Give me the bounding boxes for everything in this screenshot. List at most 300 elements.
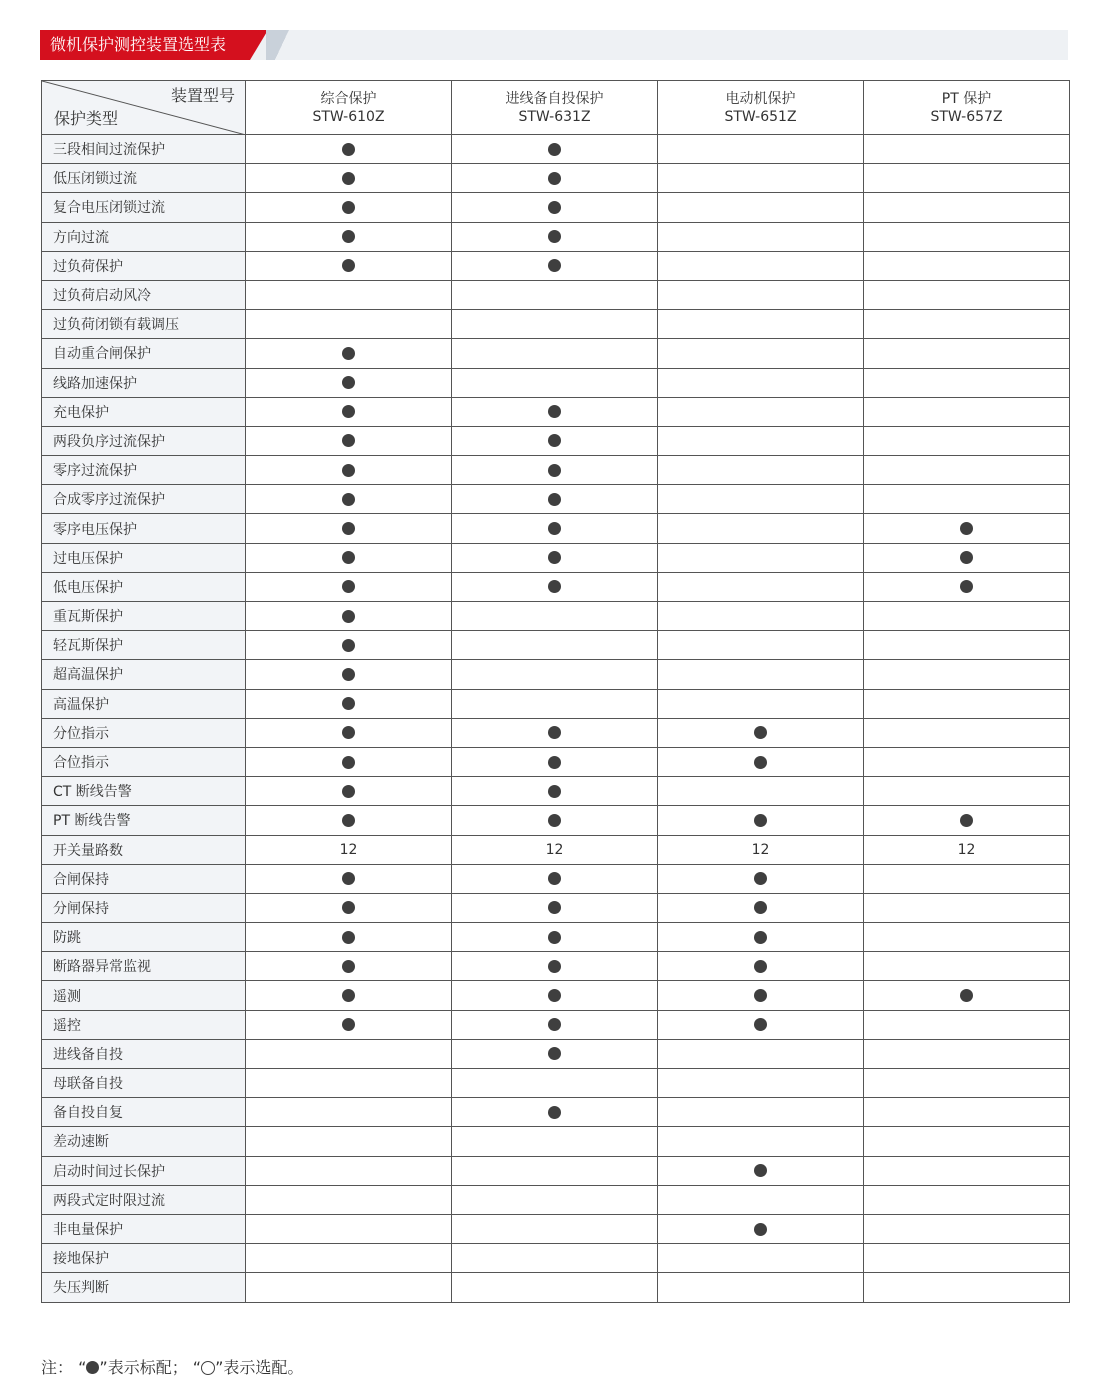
feature-cell [246, 1156, 452, 1185]
feature-cell [658, 164, 864, 193]
feature-cell [246, 981, 452, 1010]
feature-cell [246, 1185, 452, 1214]
feature-cell [246, 193, 452, 222]
feature-cell [864, 981, 1070, 1010]
feature-cell [246, 280, 452, 309]
standard-dot-icon [342, 814, 355, 827]
note-quote-open: “ [192, 1358, 202, 1377]
row-label: 备自投自复 [42, 1098, 246, 1127]
table-row [42, 222, 1070, 251]
table-row [42, 893, 1070, 922]
feature-cell [246, 660, 452, 689]
table-row [42, 1214, 1070, 1243]
standard-dot-icon [342, 493, 355, 506]
column-model: STW-657Z [930, 108, 1003, 125]
hollow-circle-icon [201, 1361, 215, 1375]
note-optional-text: ”表示选配。 [215, 1358, 304, 1377]
standard-dot-icon [548, 1018, 561, 1031]
row-label: PT 断线告警 [42, 806, 246, 835]
standard-dot-icon [548, 551, 561, 564]
feature-cell [452, 514, 658, 543]
standard-dot-icon [342, 697, 355, 710]
feature-cell [864, 689, 1070, 718]
feature-cell [864, 135, 1070, 164]
row-label: 高温保护 [42, 689, 246, 718]
feature-cell [658, 1039, 864, 1068]
table-row [42, 631, 1070, 660]
standard-dot-icon [342, 785, 355, 798]
feature-cell [864, 426, 1070, 455]
feature-cell [864, 280, 1070, 309]
feature-cell [452, 631, 658, 660]
feature-cell [246, 514, 452, 543]
feature-cell [864, 1010, 1070, 1039]
feature-cell [864, 1098, 1070, 1127]
feature-cell [864, 893, 1070, 922]
standard-dot-icon [754, 872, 767, 885]
feature-cell [452, 485, 658, 514]
feature-cell [452, 426, 658, 455]
row-label: 零序电压保护 [42, 514, 246, 543]
feature-cell [864, 1127, 1070, 1156]
feature-cell [864, 514, 1070, 543]
table-row [42, 280, 1070, 309]
feature-cell [864, 923, 1070, 952]
feature-cell [864, 193, 1070, 222]
feature-cell [452, 1069, 658, 1098]
feature-cell [658, 747, 864, 776]
row-label: CT 断线告警 [42, 777, 246, 806]
standard-dot-icon [342, 931, 355, 944]
column-header [452, 81, 658, 135]
feature-cell [246, 747, 452, 776]
feature-cell [452, 864, 658, 893]
table-row [42, 1156, 1070, 1185]
table-row [42, 1069, 1070, 1098]
cell-value: 12 [751, 841, 770, 858]
row-label: 合闸保持 [42, 864, 246, 893]
row-label: 差动速断 [42, 1127, 246, 1156]
feature-cell [246, 1098, 452, 1127]
standard-dot-icon [342, 668, 355, 681]
standard-dot-icon [548, 931, 561, 944]
feature-cell [452, 1039, 658, 1068]
feature-cell [246, 806, 452, 835]
standard-dot-icon [548, 756, 561, 769]
feature-cell [246, 835, 452, 864]
standard-dot-icon [342, 201, 355, 214]
table-row [42, 1039, 1070, 1068]
feature-cell [864, 1185, 1070, 1214]
feature-cell [864, 222, 1070, 251]
standard-dot-icon [754, 1164, 767, 1177]
feature-cell [864, 397, 1070, 426]
feature-cell [864, 952, 1070, 981]
feature-cell [246, 923, 452, 952]
column-header [864, 81, 1070, 135]
feature-cell [246, 1010, 452, 1039]
feature-cell [452, 280, 658, 309]
standard-dot-icon [548, 522, 561, 535]
feature-cell [452, 456, 658, 485]
standard-dot-icon [548, 259, 561, 272]
feature-cell [452, 135, 658, 164]
row-label: 两段负序过流保护 [42, 426, 246, 455]
feature-cell [864, 835, 1070, 864]
standard-dot-icon [754, 989, 767, 1002]
feature-cell [452, 1098, 658, 1127]
row-label: 低压闭锁过流 [42, 164, 246, 193]
table-row [42, 1010, 1070, 1039]
standard-dot-icon [342, 434, 355, 447]
feature-cell [864, 1214, 1070, 1243]
table-row [42, 456, 1070, 485]
title-decor-stripe [266, 30, 296, 60]
feature-cell [658, 514, 864, 543]
standard-dot-icon [342, 551, 355, 564]
feature-cell [658, 777, 864, 806]
feature-cell [452, 368, 658, 397]
standard-dot-icon [548, 143, 561, 156]
row-label: 超高温保护 [42, 660, 246, 689]
feature-cell [246, 397, 452, 426]
standard-dot-icon [548, 434, 561, 447]
feature-cell [658, 572, 864, 601]
note-prefix: 注： [41, 1358, 74, 1377]
standard-dot-icon [548, 172, 561, 185]
note-standard-text: ”表示标配； [99, 1358, 188, 1377]
footnote [41, 1355, 303, 1378]
standard-dot-icon [548, 814, 561, 827]
table-row [42, 397, 1070, 426]
feature-cell [658, 1010, 864, 1039]
column-header [658, 81, 864, 135]
feature-cell [864, 164, 1070, 193]
standard-dot-icon [548, 230, 561, 243]
feature-cell [246, 631, 452, 660]
row-label: 自动重合闸保护 [42, 339, 246, 368]
standard-dot-icon [960, 551, 973, 564]
row-label: 失压判断 [42, 1273, 246, 1302]
row-label: 防跳 [42, 923, 246, 952]
feature-cell [864, 485, 1070, 514]
row-label: 分闸保持 [42, 893, 246, 922]
row-label: 母联备自投 [42, 1069, 246, 1098]
feature-cell [452, 923, 658, 952]
row-label: 遥测 [42, 981, 246, 1010]
feature-cell [452, 806, 658, 835]
feature-cell [658, 135, 864, 164]
feature-cell [246, 164, 452, 193]
row-label: 合成零序过流保护 [42, 485, 246, 514]
cell-value: 12 [339, 841, 358, 858]
standard-dot-icon [342, 230, 355, 243]
feature-cell [452, 952, 658, 981]
column-header [246, 81, 452, 135]
row-label: 过负荷闭锁有载调压 [42, 310, 246, 339]
feature-cell [246, 1039, 452, 1068]
feature-cell [452, 1010, 658, 1039]
feature-cell [658, 1098, 864, 1127]
standard-dot-icon [548, 580, 561, 593]
feature-cell [658, 893, 864, 922]
feature-cell [658, 923, 864, 952]
feature-cell [452, 747, 658, 776]
feature-cell [864, 602, 1070, 631]
standard-dot-icon [342, 580, 355, 593]
feature-cell [452, 339, 658, 368]
row-label: 线路加速保护 [42, 368, 246, 397]
table-row [42, 1098, 1070, 1127]
feature-cell [246, 310, 452, 339]
standard-dot-icon [548, 960, 561, 973]
feature-cell [246, 718, 452, 747]
table-row [42, 835, 1070, 864]
standard-dot-icon [342, 1018, 355, 1031]
feature-cell [864, 777, 1070, 806]
table-row [42, 368, 1070, 397]
feature-cell [246, 368, 452, 397]
table-row [42, 1244, 1070, 1273]
feature-cell [246, 777, 452, 806]
table-row [42, 689, 1070, 718]
row-label: 启动时间过长保护 [42, 1156, 246, 1185]
table-row [42, 981, 1070, 1010]
standard-dot-icon [960, 522, 973, 535]
table-row [42, 485, 1070, 514]
table-row [42, 660, 1070, 689]
feature-cell [658, 981, 864, 1010]
standard-dot-icon [548, 493, 561, 506]
feature-cell [864, 864, 1070, 893]
feature-cell [246, 893, 452, 922]
feature-cell [246, 572, 452, 601]
feature-cell [246, 222, 452, 251]
standard-dot-icon [342, 405, 355, 418]
standard-dot-icon [548, 989, 561, 1002]
feature-cell [864, 572, 1070, 601]
feature-cell [246, 864, 452, 893]
feature-cell [452, 1244, 658, 1273]
feature-cell [658, 631, 864, 660]
feature-cell [452, 397, 658, 426]
feature-cell [658, 835, 864, 864]
feature-cell [658, 718, 864, 747]
table-row [42, 777, 1070, 806]
table-row [42, 952, 1070, 981]
feature-cell [658, 543, 864, 572]
table-row [42, 806, 1070, 835]
column-model: STW-651Z [724, 108, 797, 125]
note-quote-open: “ [78, 1358, 87, 1377]
protection-type-label: 保护类型 [54, 109, 119, 128]
standard-dot-icon [342, 960, 355, 973]
feature-cell [864, 718, 1070, 747]
table-row [42, 339, 1070, 368]
feature-cell [246, 426, 452, 455]
standard-dot-icon [960, 989, 973, 1002]
feature-cell [246, 952, 452, 981]
feature-cell [452, 251, 658, 280]
feature-cell [452, 1273, 658, 1302]
feature-cell [658, 339, 864, 368]
standard-dot-icon [342, 901, 355, 914]
feature-cell [658, 602, 864, 631]
feature-cell [658, 660, 864, 689]
feature-cell [452, 310, 658, 339]
standard-dot-icon [342, 376, 355, 389]
device-model-label: 装置型号 [170, 86, 235, 105]
standard-dot-icon [342, 143, 355, 156]
feature-cell [452, 1127, 658, 1156]
feature-cell [452, 718, 658, 747]
feature-cell [864, 1039, 1070, 1068]
header-row [42, 81, 1070, 135]
table-row [42, 193, 1070, 222]
feature-cell [452, 835, 658, 864]
standard-dot-icon [754, 814, 767, 827]
standard-dot-icon [548, 785, 561, 798]
table-row [42, 1127, 1070, 1156]
row-label: 合位指示 [42, 747, 246, 776]
diagonal-header-cell [42, 81, 246, 135]
table-row [42, 310, 1070, 339]
table-row [42, 747, 1070, 776]
feature-cell [452, 893, 658, 922]
feature-cell [452, 222, 658, 251]
standard-dot-icon [754, 1223, 767, 1236]
cell-value: 12 [545, 841, 564, 858]
standard-dot-icon [548, 901, 561, 914]
feature-cell [864, 631, 1070, 660]
feature-cell [246, 1127, 452, 1156]
feature-cell [658, 222, 864, 251]
standard-dot-icon [754, 960, 767, 973]
row-label: 过电压保护 [42, 543, 246, 572]
standard-dot-icon [548, 464, 561, 477]
feature-cell [246, 1069, 452, 1098]
feature-cell [452, 1156, 658, 1185]
standard-dot-icon [342, 756, 355, 769]
feature-cell [658, 426, 864, 455]
row-label: 三段相间过流保护 [42, 135, 246, 164]
standard-dot-icon [342, 872, 355, 885]
table-row [42, 543, 1070, 572]
feature-cell [246, 1273, 452, 1302]
feature-cell [452, 572, 658, 601]
standard-dot-icon [548, 1047, 561, 1060]
standard-dot-icon [548, 726, 561, 739]
standard-dot-icon [754, 1018, 767, 1031]
standard-dot-icon [960, 580, 973, 593]
table-row [42, 251, 1070, 280]
feature-cell [864, 747, 1070, 776]
column-model: STW-631Z [518, 108, 591, 125]
standard-dot-icon [342, 259, 355, 272]
feature-cell [452, 1214, 658, 1243]
feature-cell [658, 806, 864, 835]
column-name: 电动机保护 [725, 90, 796, 107]
row-label: 开关量路数 [42, 835, 246, 864]
feature-cell [658, 1127, 864, 1156]
feature-cell [864, 660, 1070, 689]
standard-dot-icon [754, 931, 767, 944]
standard-dot-icon [960, 814, 973, 827]
row-label: 两段式定时限过流 [42, 1185, 246, 1214]
standard-dot-icon [754, 756, 767, 769]
feature-cell [658, 689, 864, 718]
feature-cell [246, 1214, 452, 1243]
row-label: 过负荷启动风冷 [42, 280, 246, 309]
feature-cell [452, 164, 658, 193]
feature-cell [452, 543, 658, 572]
feature-cell [864, 1069, 1070, 1098]
feature-cell [452, 660, 658, 689]
feature-cell [452, 193, 658, 222]
standard-dot-icon [548, 201, 561, 214]
row-label: 轻瓦斯保护 [42, 631, 246, 660]
feature-cell [658, 1273, 864, 1302]
feature-cell [246, 1244, 452, 1273]
standard-dot-icon [342, 522, 355, 535]
feature-cell [864, 251, 1070, 280]
row-label: 过负荷保护 [42, 251, 246, 280]
row-label: 方向过流 [42, 222, 246, 251]
feature-cell [452, 602, 658, 631]
feature-cell [246, 135, 452, 164]
table-row [42, 572, 1070, 601]
feature-cell [658, 1185, 864, 1214]
feature-cell [658, 1069, 864, 1098]
feature-cell [246, 456, 452, 485]
table-row [42, 135, 1070, 164]
standard-dot-icon [548, 405, 561, 418]
feature-cell [864, 806, 1070, 835]
standard-dot-icon [342, 639, 355, 652]
feature-cell [864, 1156, 1070, 1185]
feature-cell [864, 1273, 1070, 1302]
feature-cell [864, 339, 1070, 368]
table-row [42, 718, 1070, 747]
column-name: 进线备自投保护 [505, 90, 604, 107]
feature-cell [864, 543, 1070, 572]
table-row [42, 1273, 1070, 1302]
standard-dot-icon [548, 1106, 561, 1119]
standard-dot-icon [754, 901, 767, 914]
standard-dot-icon [754, 726, 767, 739]
feature-cell [658, 456, 864, 485]
feature-cell [864, 310, 1070, 339]
row-label: 遥控 [42, 1010, 246, 1039]
row-label: 分位指示 [42, 718, 246, 747]
feature-cell [864, 1244, 1070, 1273]
feature-cell [658, 1214, 864, 1243]
row-label: 复合电压闭锁过流 [42, 193, 246, 222]
feature-cell [864, 368, 1070, 397]
table-row [42, 923, 1070, 952]
feature-cell [658, 864, 864, 893]
feature-cell [658, 1156, 864, 1185]
filled-dot-icon [86, 1361, 99, 1374]
feature-cell [658, 952, 864, 981]
row-label: 重瓦斯保护 [42, 602, 246, 631]
table-row [42, 602, 1070, 631]
table-row [42, 426, 1070, 455]
standard-dot-icon [342, 610, 355, 623]
feature-cell [246, 543, 452, 572]
column-name: PT 保护 [941, 90, 992, 107]
table-row [42, 864, 1070, 893]
